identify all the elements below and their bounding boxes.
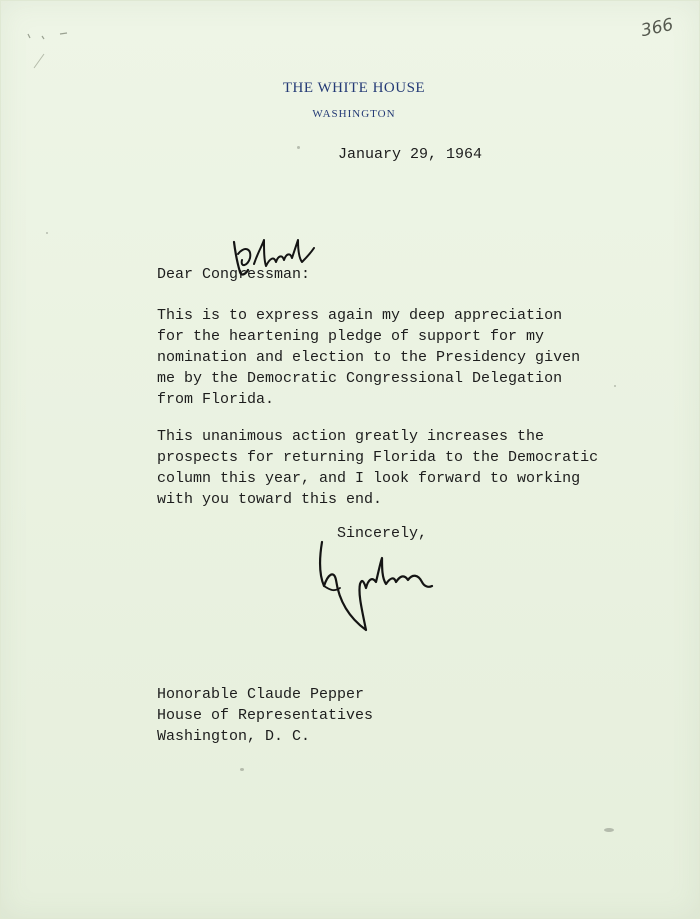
paragraph-line: prospects for returning Florida to the Democratic [157,449,599,466]
handwritten-name [226,232,326,292]
paper-speck [297,146,300,149]
letterhead-city: WASHINGTON [312,108,396,120]
paragraph-line: column this year, and I look forward to working [157,470,581,487]
archive-number: 366 [639,14,676,42]
body-paragraph-2 [157,426,627,510]
salutation: Dear Congressman: [157,266,311,283]
paragraph-line: This is to express again my deep appreciation [157,307,563,324]
addressee-line: Washington, D. C. [157,728,311,745]
addressee-block [157,684,373,747]
addressee-line: Honorable Claude Pepper [157,686,365,703]
paragraph-line: for the heartening pledge of support for my [157,328,545,345]
paper-mark [20,30,80,80]
signature [310,534,438,638]
paper-speck [604,828,614,832]
paper-speck [240,768,244,771]
paper-speck [46,232,48,234]
paragraph-line: with you toward this end. [157,491,383,508]
body-paragraph-1 [157,305,627,410]
paper-speck [614,385,616,387]
paragraph-line: me by the Democratic Congressional Delegation [157,370,563,387]
paragraph-line: This unanimous action greatly increases the [157,428,545,445]
letter-date: January 29, 1964 [338,146,483,163]
paragraph-line: from Florida. [157,391,275,408]
closing: Sincerely, [337,525,428,542]
addressee-line: House of Representatives [157,707,374,724]
letterhead-title: THE WHITE HOUSE [282,80,426,96]
paragraph-line: nomination and election to the Presidency given [157,349,581,366]
